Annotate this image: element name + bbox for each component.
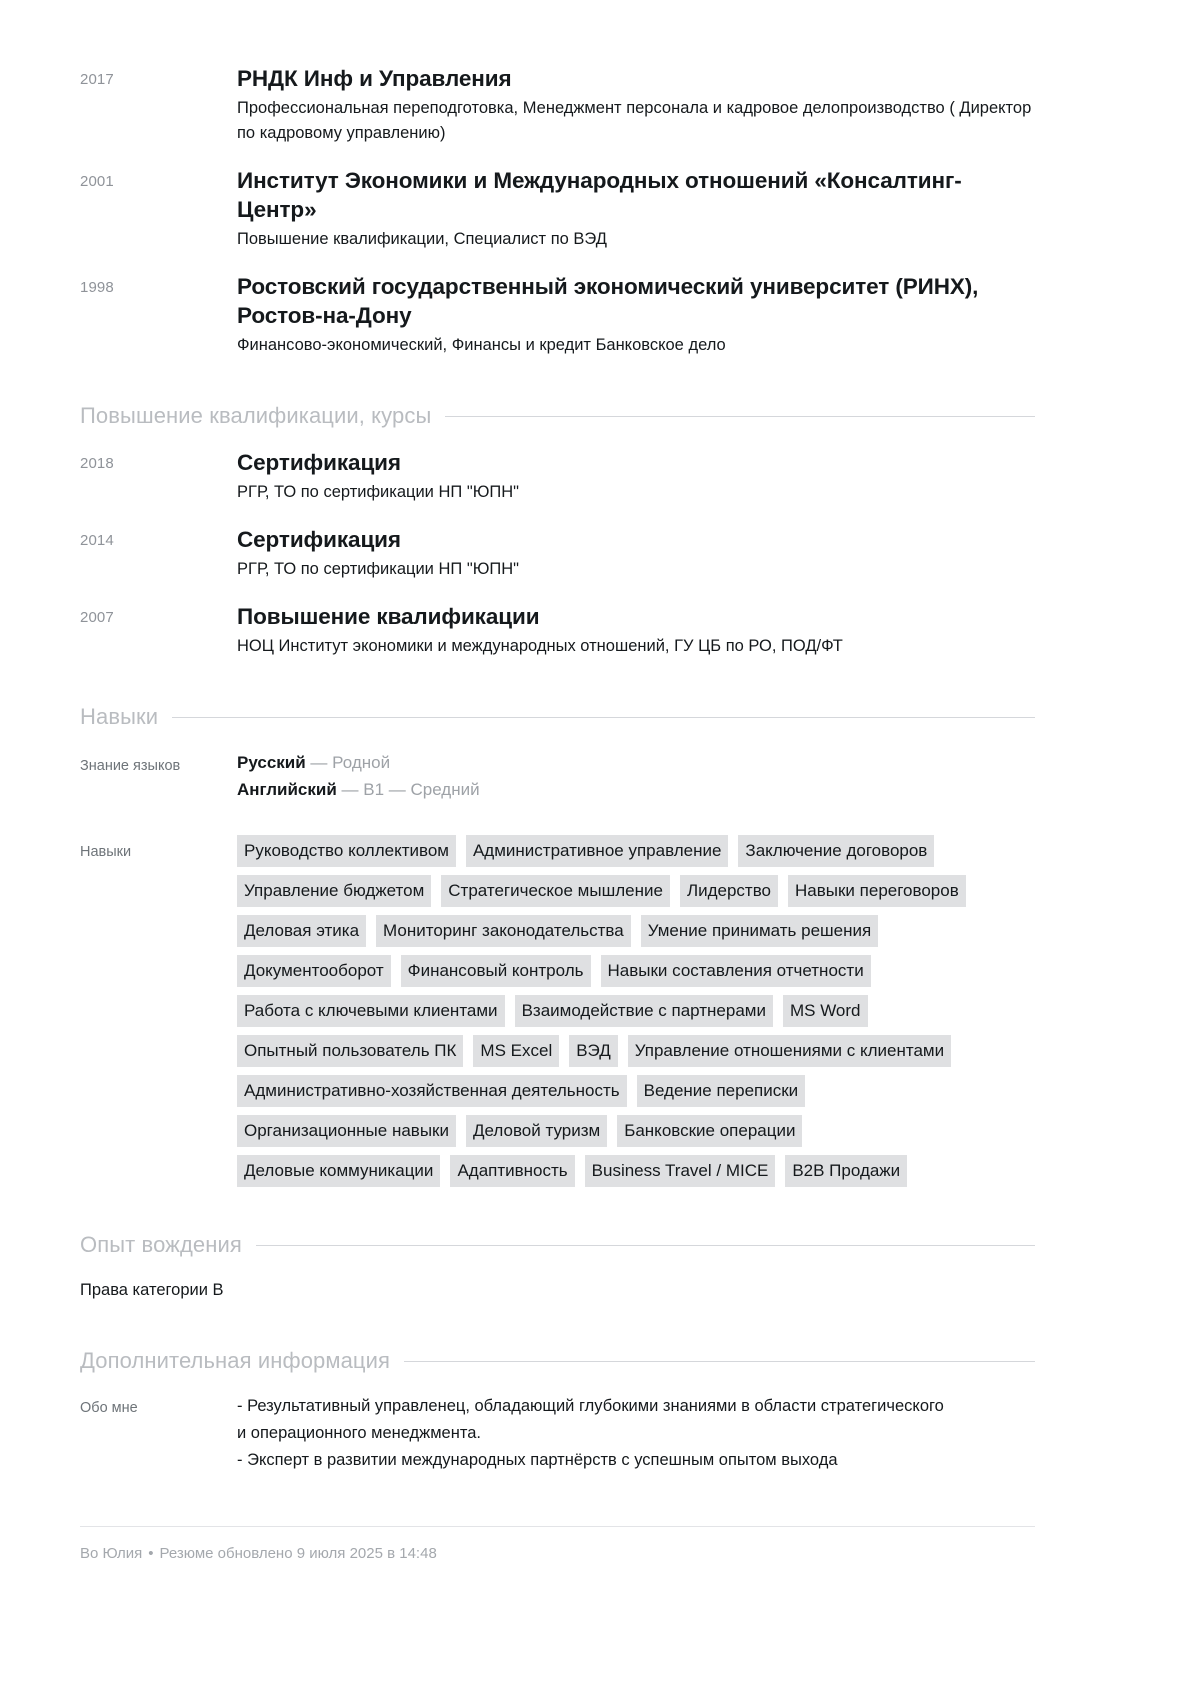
course-entry-subtitle: НОЦ Институт экономики и международных отношений, ГУ ЦБ по РО, ПОД/ФТ — [237, 637, 843, 655]
course-entry-subtitle: РГР, ТО по сертификации НП "ЮПН" — [237, 483, 519, 501]
skill-tag[interactable]: Деловой туризм — [466, 1115, 607, 1147]
course-entry-subtitle: РГР, ТО по сертификации НП "ЮПН" — [237, 560, 519, 578]
course-entry-year: 2007 — [80, 609, 114, 626]
skills-section — [80, 703, 1035, 1187]
about-row — [80, 1393, 1035, 1474]
skill-tags-value — [237, 835, 1035, 1187]
courses-section-header — [80, 402, 1035, 430]
skill-tag[interactable]: Деловые коммуникации — [237, 1155, 440, 1187]
course-entry-title: Повышение квалификации — [237, 604, 540, 629]
education-entry-body — [237, 166, 1035, 252]
education-section — [80, 64, 1035, 358]
about-line: - Эксперт в развитии международных партнёрств с успешным опытом выхода — [237, 1451, 838, 1469]
skill-tag[interactable]: Стратегическое мышление — [441, 875, 670, 907]
skill-tag[interactable]: Ведение переписки — [637, 1075, 806, 1107]
additional-info-title: Дополнительная информация — [80, 1348, 391, 1373]
about-body — [237, 1393, 957, 1474]
language-name: Русский — [237, 753, 306, 772]
education-entry-subtitle: Профессиональная переподготовка, Менеджмент персонала и кадровое делопроизводство ( Директор по кадровому управлению) — [237, 99, 1032, 142]
about-label: Обо мне — [80, 1400, 138, 1416]
education-entry — [80, 166, 1035, 252]
skill-tag[interactable]: ВЭД — [569, 1035, 618, 1067]
course-entry-body — [237, 448, 1035, 505]
skill-tag[interactable]: Работа с ключевыми клиентами — [237, 995, 505, 1027]
education-entry-subtitle: Повышение квалификации, Специалист по ВЭД — [237, 230, 607, 248]
skill-tag[interactable]: Адаптивность — [450, 1155, 574, 1187]
courses-section-title: Повышение квалификации, курсы — [80, 403, 432, 428]
education-entry-title: Институт Экономики и Международных отношений «Консалтинг-Центр» — [237, 168, 962, 222]
language-level: — B1 — Средний — [336, 780, 480, 799]
skill-tag[interactable]: Организационные навыки — [237, 1115, 456, 1147]
skill-tag[interactable]: Управление бюджетом — [237, 875, 431, 907]
education-entry-title: РНДК Инф и Управления — [237, 66, 512, 91]
course-entry-title: Сертификация — [237, 450, 401, 475]
course-entry-year: 2018 — [80, 455, 114, 472]
skill-tag[interactable]: Заключение договоров — [738, 835, 934, 867]
education-entry-body — [237, 272, 1035, 358]
skill-tag[interactable]: Административно-хозяйственная деятельность — [237, 1075, 627, 1107]
skills-section-header — [80, 703, 1035, 731]
language-item — [237, 776, 1035, 803]
education-entry-subtitle: Финансово-экономический, Финансы и кредит Банковское дело — [237, 336, 726, 354]
languages-label: Знание языков — [80, 758, 181, 774]
skill-tag[interactable]: Документооборот — [237, 955, 391, 987]
skill-tags-label: Навыки — [80, 844, 132, 860]
skill-tag[interactable]: Навыки составления отчетности — [601, 955, 871, 987]
education-entry-year: 1998 — [80, 279, 114, 296]
education-entry-title: Ростовский государственный экономический университет (РИНХ), Ростов-на-Дону — [237, 274, 979, 328]
resume-footer — [80, 1526, 1035, 1605]
skill-tag[interactable]: Мониторинг законодательства — [376, 915, 631, 947]
skill-tag[interactable]: MS Word — [783, 995, 868, 1027]
language-item — [237, 749, 1035, 776]
driving-license-text: Права категории B — [80, 1281, 224, 1299]
skills-section-title: Навыки — [80, 704, 159, 729]
skill-tags-row — [80, 835, 1035, 1187]
skill-tag[interactable]: Финансовый контроль — [401, 955, 591, 987]
course-entry-body — [237, 602, 1035, 659]
skill-tag[interactable]: Лидерство — [680, 875, 778, 907]
skill-tag[interactable]: Взаимодействие с партнерами — [515, 995, 773, 1027]
skill-tag-list — [237, 835, 997, 1187]
skill-tag[interactable]: Административное управление — [466, 835, 728, 867]
language-name: Английский — [237, 780, 337, 799]
education-entry-body — [237, 64, 1035, 146]
footer-updated-text: Резюме обновлено 9 июля 2025 в 14:48 — [159, 1545, 437, 1562]
course-entry — [80, 525, 1035, 582]
section-divider — [172, 717, 1035, 718]
driving-section-header — [80, 1231, 1035, 1259]
skill-tag[interactable]: MS Excel — [473, 1035, 559, 1067]
footer-separator: • — [148, 1545, 154, 1562]
language-level: — Родной — [305, 753, 391, 772]
education-entry-year: 2001 — [80, 173, 114, 190]
course-entry-year: 2014 — [80, 532, 114, 549]
additional-info-header — [80, 1347, 1035, 1375]
education-entry — [80, 272, 1035, 358]
education-entry-year: 2017 — [80, 71, 114, 88]
course-entry-title: Сертификация — [237, 527, 401, 552]
course-entry — [80, 602, 1035, 659]
course-entry-body — [237, 525, 1035, 582]
skill-tag[interactable]: Навыки переговоров — [788, 875, 966, 907]
footer-author-name: Во Юлия — [80, 1545, 143, 1562]
education-entry — [80, 64, 1035, 146]
driving-section-title: Опыт вождения — [80, 1232, 242, 1257]
driving-section — [80, 1231, 1035, 1303]
skill-tag[interactable]: Банковские операции — [617, 1115, 802, 1147]
languages-value — [237, 749, 1035, 803]
skill-tag[interactable]: Руководство коллективом — [237, 835, 456, 867]
additional-info-section — [80, 1347, 1035, 1474]
skill-tag[interactable]: Business Travel / MICE — [585, 1155, 776, 1187]
languages-row — [80, 749, 1035, 803]
section-divider — [256, 1245, 1035, 1246]
about-line: - Результативный управленец, обладающий глубокими знаниями в области стратегического и операционного менеджмента. — [237, 1397, 944, 1442]
skill-tag[interactable]: Умение принимать решения — [641, 915, 879, 947]
courses-section — [80, 402, 1035, 659]
skill-tag[interactable]: Опытный пользователь ПК — [237, 1035, 463, 1067]
skill-tag[interactable]: Деловая этика — [237, 915, 366, 947]
course-entry — [80, 448, 1035, 505]
section-divider — [404, 1361, 1035, 1362]
skill-tag[interactable]: B2B Продажи — [785, 1155, 907, 1187]
skill-tag[interactable]: Управление отношениями с клиентами — [628, 1035, 951, 1067]
section-divider — [445, 416, 1035, 417]
